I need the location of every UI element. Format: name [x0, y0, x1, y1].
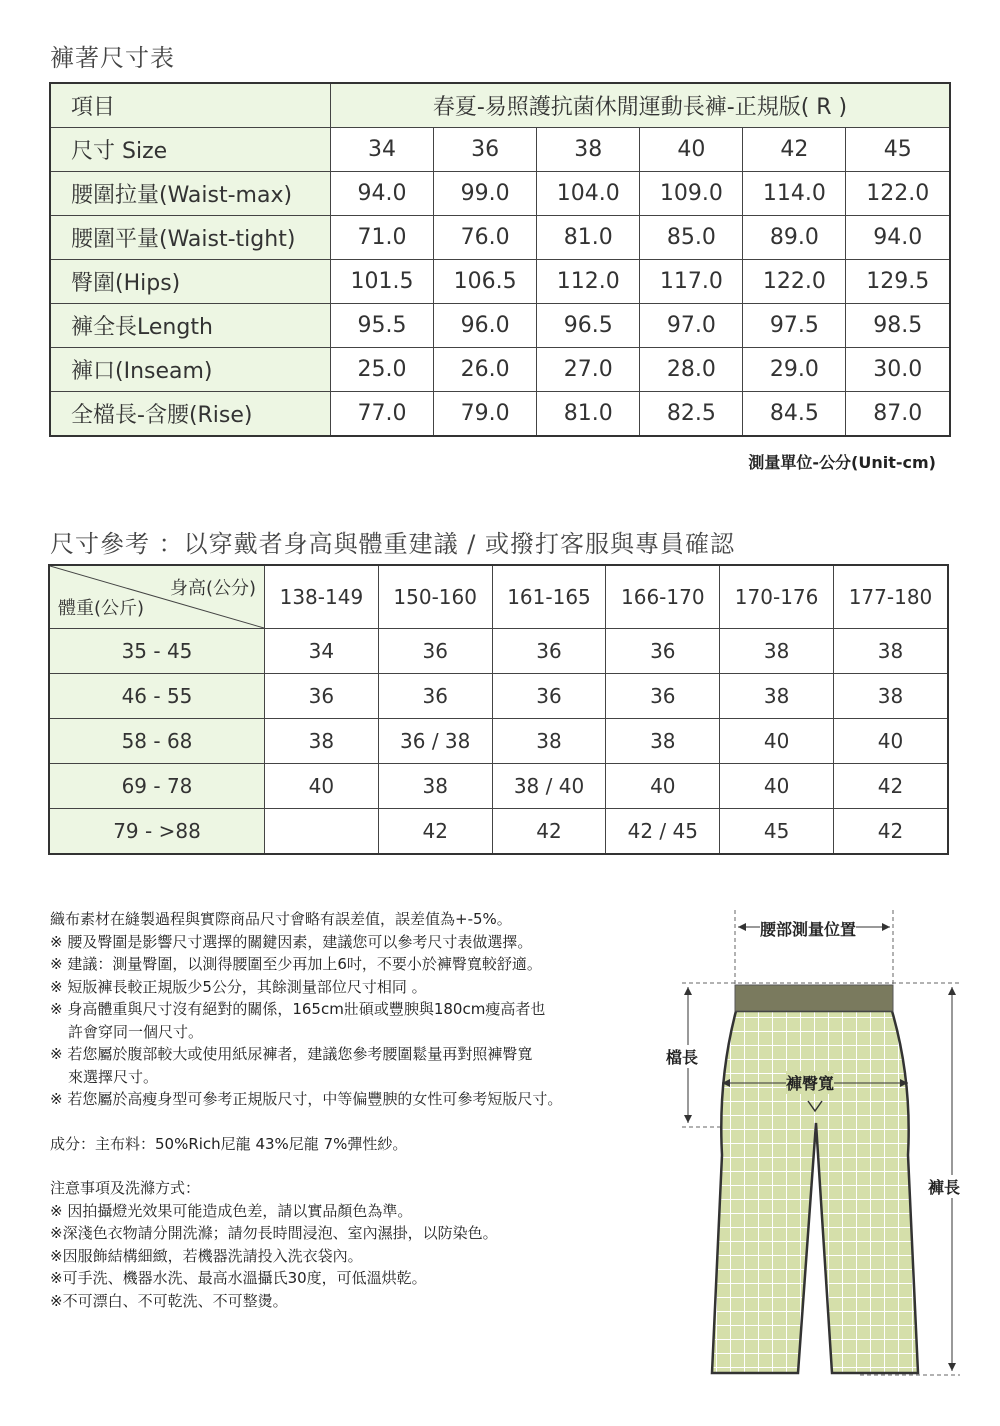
table-cell: 101.5 — [331, 260, 434, 304]
table-cell: 79.0 — [434, 392, 537, 437]
table-cell: 38 — [378, 764, 492, 809]
table-cell: 81.0 — [537, 216, 640, 260]
table-cell: 29.0 — [743, 348, 846, 392]
table-cell: 87.0 — [846, 392, 950, 437]
reference-title: 尺寸參考 ：以穿戴者身高與體重建議 / 或撥打客服與專員確認 — [50, 530, 735, 558]
table-row — [50, 304, 950, 348]
table-cell: 36 — [492, 674, 606, 719]
table-cell: 76.0 — [434, 216, 537, 260]
table-cell: 38 — [720, 674, 834, 719]
height-range-header: 166-170 — [606, 565, 720, 629]
table-cell: 85.0 — [640, 216, 743, 260]
weight-header: 體重(公斤) — [58, 598, 145, 619]
note-waist-hip: ※ 腰及臀圍是影響尺寸選擇的關鍵因素，建議您可以參考尺寸表做選擇。 — [50, 932, 533, 951]
note-abdomen: ※ 若您屬於腹部較大或使用紙尿褲者，建議您參考腰圍鬆量再對照褲臀寬 — [50, 1045, 533, 1063]
row-label: 褲全長Length — [50, 304, 331, 348]
note-height-weight: ※ 身高體重與尺寸沒有絕對的關係，165cm壯碩或豐腴與180cm瘦高者也 — [50, 1000, 546, 1018]
reference-header-row — [49, 565, 948, 629]
care-title: 注意事項及洗滌方式： — [50, 1179, 201, 1197]
note-tolerance: 織布素材在縫製過程與實際商品尺寸會略有誤差值，誤差值為+-5%。 — [50, 910, 512, 928]
table-cell — [265, 809, 379, 855]
table-cell: 104.0 — [537, 172, 640, 216]
table-cell: 34 — [265, 629, 379, 674]
table-cell: 36 — [606, 674, 720, 719]
care-laundry-bag: ※因服飾結構細緻，若機器洗請投入洗衣袋內。 — [50, 1246, 363, 1265]
table-cell: 42 — [833, 809, 948, 855]
table-row — [50, 348, 950, 392]
table-cell: 36 — [265, 674, 379, 719]
composition: 成分：主布料：50%Rich尼龍 43%尼龍 7%彈性紗。 — [50, 1134, 408, 1153]
table-cell: 71.0 — [331, 216, 434, 260]
table-row — [50, 128, 950, 172]
unit-note: 測量單位-公分(Unit-cm) — [748, 453, 936, 472]
table-cell: 45 — [720, 809, 834, 855]
table-cell: 77.0 — [331, 392, 434, 437]
row-label: 全檔長-含腰(Rise) — [50, 392, 331, 437]
note-height-weight-cont: 許會穿同一個尺寸。 — [68, 1022, 204, 1041]
row-label: 尺寸 Size — [50, 128, 331, 172]
table-cell: 94.0 — [846, 216, 950, 260]
table-row — [49, 629, 948, 674]
note-abdomen-cont: 來選擇尺寸。 — [68, 1067, 159, 1086]
table-cell: 38 — [265, 719, 379, 764]
table-cell: 95.5 — [331, 304, 434, 348]
table-row — [50, 392, 950, 437]
table-cell: 82.5 — [640, 392, 743, 437]
table-cell: 38 — [833, 629, 948, 674]
table-cell: 98.5 — [846, 304, 950, 348]
table-cell: 89.0 — [743, 216, 846, 260]
care-temperature: ※可手洗、機器水洗、最高水溫攝氏30度，可低溫烘乾。 — [50, 1269, 427, 1287]
table-cell: 97.0 — [640, 304, 743, 348]
table-cell: 84.5 — [743, 392, 846, 437]
table-cell: 117.0 — [640, 260, 743, 304]
table-cell: 25.0 — [331, 348, 434, 392]
table-cell: 40 — [833, 719, 948, 764]
table-cell: 40 — [720, 764, 834, 809]
table-cell: 38 / 40 — [492, 764, 606, 809]
table-row — [50, 260, 950, 304]
weight-range-label: 46 - 55 — [49, 674, 265, 719]
table-cell: 96.5 — [537, 304, 640, 348]
table-cell: 42 / 45 — [606, 809, 720, 855]
length-label: 褲長 — [928, 1175, 960, 1198]
notes-section — [50, 908, 610, 1312]
table-cell: 97.5 — [743, 304, 846, 348]
table-cell: 99.0 — [434, 172, 537, 216]
table-row — [50, 216, 950, 260]
table-cell: 40 — [265, 764, 379, 809]
row-label: 褲口(Inseam) — [50, 348, 331, 392]
table-cell: 81.0 — [537, 392, 640, 437]
table-row — [50, 172, 950, 216]
corner-cell — [49, 565, 265, 629]
table-cell: 38 — [606, 719, 720, 764]
weight-range-label: 69 - 78 — [49, 764, 265, 809]
row-label: 腰圍拉量(Waist-max) — [50, 172, 331, 216]
note-body-type: ※ 若您屬於高瘦身型可參考正規版尺寸，中等偏豐腴的女性可參考短版尺寸。 — [50, 1090, 563, 1108]
table-cell: 40 — [606, 764, 720, 809]
size-chart-title: 褲著尺寸表 — [50, 44, 175, 72]
table-cell: 38 — [720, 629, 834, 674]
hip-width-label: 褲臀寬 — [786, 1071, 834, 1094]
height-range-header: 161-165 — [492, 565, 606, 629]
weight-range-label: 35 - 45 — [49, 629, 265, 674]
table-cell: 36 — [606, 629, 720, 674]
care-color: ※ 因拍攝燈光效果可能造成色差，請以實品顏色為準。 — [50, 1201, 413, 1220]
table-cell: 109.0 — [640, 172, 743, 216]
table-cell: 36 / 38 — [378, 719, 492, 764]
row-label: 腰圍平量(Waist-tight) — [50, 216, 331, 260]
row-label: 臀圍(Hips) — [50, 260, 331, 304]
table-cell: 36 — [378, 674, 492, 719]
table-cell: 30.0 — [846, 348, 950, 392]
table-cell: 36 — [492, 629, 606, 674]
table-row — [49, 674, 948, 719]
table-cell: 38 — [537, 128, 640, 172]
table-cell: 38 — [833, 674, 948, 719]
table-cell: 40 — [720, 719, 834, 764]
table-cell: 36 — [434, 128, 537, 172]
pants-diagram — [660, 905, 990, 1395]
height-range-header: 170-176 — [720, 565, 834, 629]
size-chart-table — [49, 82, 951, 437]
height-range-header: 150-160 — [378, 565, 492, 629]
table-cell: 42 — [833, 764, 948, 809]
table-cell: 42 — [492, 809, 606, 855]
table-row — [49, 809, 948, 855]
product-name: 春夏-易照護抗菌休閒運動長褲-正規版( R ) — [331, 83, 951, 128]
table-row — [49, 764, 948, 809]
weight-range-label: 58 - 68 — [49, 719, 265, 764]
table-cell: 45 — [846, 128, 950, 172]
table-cell: 122.0 — [743, 260, 846, 304]
table-cell: 114.0 — [743, 172, 846, 216]
table-cell: 129.5 — [846, 260, 950, 304]
table-cell: 122.0 — [846, 172, 950, 216]
table-cell: 106.5 — [434, 260, 537, 304]
table-cell: 27.0 — [537, 348, 640, 392]
height-header: 身高(公分) — [169, 578, 256, 599]
note-measure-hip: ※ 建議：測量臀圍，以測得腰圍至少再加上6吋，不要小於褲臀寬較舒適。 — [50, 955, 542, 973]
table-cell: 28.0 — [640, 348, 743, 392]
table-cell: 40 — [640, 128, 743, 172]
table-cell: 26.0 — [434, 348, 537, 392]
height-range-header: 138-149 — [265, 565, 379, 629]
table-cell: 42 — [743, 128, 846, 172]
table-header-row — [50, 83, 950, 128]
table-cell: 34 — [331, 128, 434, 172]
size-reference-table — [48, 564, 949, 855]
table-row — [49, 719, 948, 764]
pants-illustration — [660, 905, 990, 1395]
height-range-header: 177-180 — [833, 565, 948, 629]
weight-range-label: 79 - >88 — [49, 809, 265, 855]
note-short-version: ※ 短版褲長較正規版少5公分，其餘測量部位尺寸相同 。 — [50, 977, 427, 996]
table-cell: 36 — [378, 629, 492, 674]
item-header: 項目 — [50, 83, 331, 128]
table-cell: 94.0 — [331, 172, 434, 216]
care-no-bleach: ※不可漂白、不可乾洗、不可整燙。 — [50, 1291, 288, 1310]
care-separate-wash: ※深淺色衣物請分開洗滌；請勿長時間浸泡、室內濕掛，以防染色。 — [50, 1224, 498, 1242]
waist-measure-label: 腰部測量位置 — [760, 917, 856, 940]
table-cell: 38 — [492, 719, 606, 764]
table-cell: 96.0 — [434, 304, 537, 348]
table-cell: 42 — [378, 809, 492, 855]
table-cell: 112.0 — [537, 260, 640, 304]
rise-label: 檔長 — [666, 1045, 698, 1068]
